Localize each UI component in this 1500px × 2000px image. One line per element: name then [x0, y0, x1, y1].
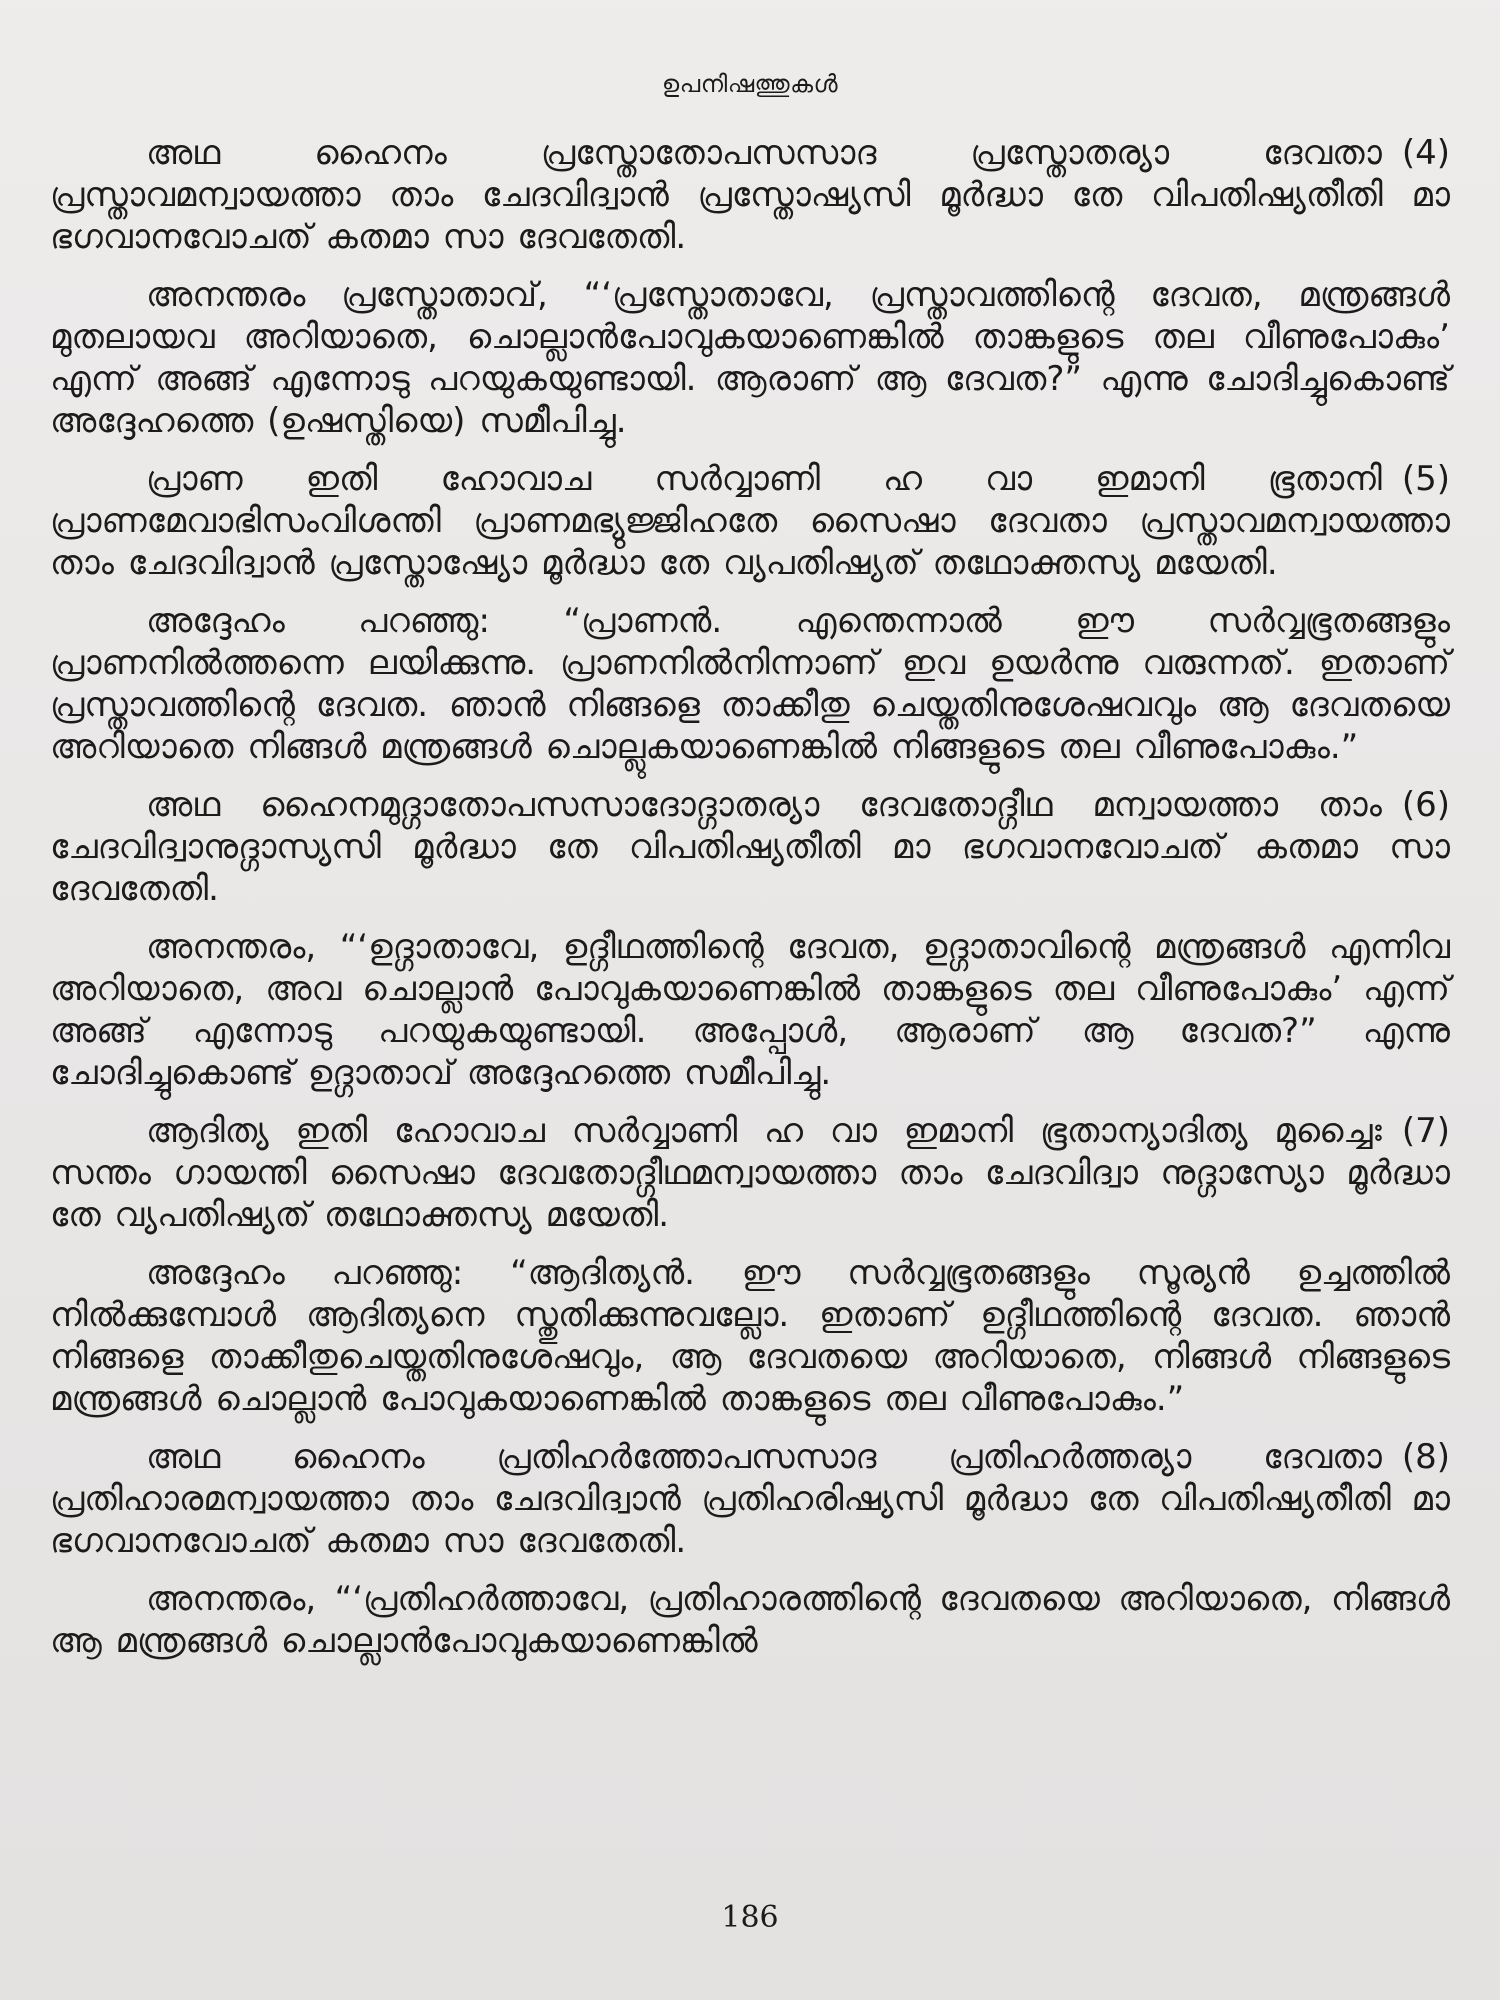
- body-text: [50, 132, 1450, 1678]
- paragraph-text: അദ്ദേഹം പറഞ്ഞു: “പ്രാണൻ. എന്തെന്നാൽ ഈ സർവ്വഭൂതങ്ങളും പ്രാണനിൽത്തന്നെ ലയിക്കുന്നു. പ്രാണനിൽനിന്നാണ് ഇവ ഉയർന്നു വരുന്നത്. ഇതാണ് പ്രസ്താവത്തിന്റെ ദേവത. ഞാൻ നിങ്ങളെ താക്കീതു ചെയ്തതിനുശേഷവവും ആ ദേവതയെ അറിയാതെ നിങ്ങൾ മന്ത്രങ്ങൾ ചൊല്ലുകയാണെങ്കിൽ നിങ്ങളുടെ തല വീണുപോകും.”: [50, 601, 1450, 767]
- paragraph-text: അഥ ഹൈനം പ്രസ്തോതോപസസാദ പ്രസ്തോതര്യാ ദേവതാ പ്രസ്താവമന്വായത്താ താം ചേദവിദ്വാൻ പ്രസ്തോഷ്യസി മൂർദ്ധാ തേ വിപതിഷ്യതീതി മാ ഭഗവാനവോചത് കതമാ സാ ദേവതേതി.: [50, 133, 1450, 257]
- verse-paragraph: [50, 1110, 1450, 1236]
- paragraph-text: അനന്തരം, “‘പ്രതിഹർത്താവേ, പ്രതിഹാരത്തിന്റെ ദേവതയെ അറിയാതെ, നിങ്ങൾ ആ മന്ത്രങ്ങൾ ചൊല്ലാൻപോവുകയാണെങ്കിൽ: [50, 1579, 1450, 1661]
- paragraph-text: അനന്തരം പ്രസ്തോതാവ്, “‘പ്രസ്തോതാവേ, പ്രസ്താവത്തിന്റെ ദേവത, മന്ത്രങ്ങൾ മുതലായവ അറിയാതെ, ചൊല്ലാൻപോവുകയാണെങ്കിൽ താങ്കളുടെ തല വീണുപോകും’ എന്ന് അങ്ങ് എന്നോടു പറയുകയുണ്ടായി. ആരാണ് ആ ദേവത?” എന്നു ചോദിച്ചുകൊണ്ട് അദ്ദേഹത്തെ (ഉഷസ്തിയെ) സമീപിച്ചു.: [50, 275, 1450, 441]
- running-head: ഉപനിഷത്തുകൾ: [661, 70, 839, 98]
- commentary-paragraph: [50, 1252, 1450, 1420]
- paragraph-text: അഥ ഹൈനമുദ്ഗാതോപസസാദോദ്ഗാതര്യാ ദേവതോദ്ഗീഥ മന്വായത്താ താം ചേദവിദ്വാനുദ്ഗാസ്യസി മൂർദ്ധാ തേ വിപതിഷ്യതീതി മാ ഭഗവാനവോചത് കതമാ സാ ദേവതേതി.: [50, 785, 1450, 909]
- commentary-paragraph: [50, 926, 1450, 1094]
- commentary-paragraph: [50, 1578, 1450, 1662]
- page-number: 186: [721, 1900, 779, 1935]
- commentary-paragraph: [50, 600, 1450, 768]
- commentary-paragraph: [50, 274, 1450, 442]
- verse-number: (4): [1401, 133, 1450, 173]
- paragraph-text: അദ്ദേഹം പറഞ്ഞു: “ആദിത്യൻ. ഈ സർവ്വഭൂതങ്ങളും സൂര്യൻ ഉച്ചത്തിൽ നിൽക്കുമ്പോൾ ആദിത്യനെ സ്തുതിക്കുന്നുവല്ലോ. ഇതാണ് ഉദ്ഗീഥത്തിന്റെ ദേവത. ഞാൻ നിങ്ങളെ താക്കീതുചെയ്തതിനുശേഷവും, ആ ദേവതയെ അറിയാതെ, നിങ്ങൾ നിങ്ങളുടെ മന്ത്രങ്ങൾ ചൊല്ലാൻ പോവുകയാണെങ്കിൽ താങ്കളുടെ തല വീണുപോകും.”: [50, 1253, 1450, 1419]
- verse-paragraph: [50, 458, 1450, 584]
- verse-number: (5): [1401, 459, 1450, 499]
- verse-paragraph: [50, 784, 1450, 910]
- verse-paragraph: [50, 1436, 1450, 1562]
- paragraph-text: അഥ ഹൈനം പ്രതിഹർത്തോപസസാദ പ്രതിഹർത്തര്യാ ദേവതാ പ്രതിഹാരമന്വായത്താ താം ചേദവിദ്വാൻ പ്രതിഹരിഷ്യസി മൂർദ്ധാ തേ വിപതിഷ്യതീതി മാ ഭഗവാനവോചത് കതമാ സാ ദേവതേതി.: [50, 1437, 1450, 1561]
- paragraph-text: പ്രാണ ഇതി ഹോവാച സർവ്വാണി ഹ വാ ഇമാനി ഭൂതാനി പ്രാണമേവാഭിസംവിശന്തി പ്രാണമഭ്യുജ്ജിഹതേ സൈഷാ ദേവതാ പ്രസ്താവമന്വായത്താ താം ചേദവിദ്വാൻ പ്രസ്തോഷ്യോ മൂർദ്ധാ തേ വ്യപതിഷ്യത് തഥോക്തസ്യ മയേതി.: [50, 459, 1450, 583]
- paragraph-text: ആദിത്യ ഇതി ഹോവാച സർവ്വാണി ഹ വാ ഇമാനി ഭൂതാന്യാദിത്യ മുച്ചൈഃ സന്തം ഗായന്തി സൈഷാ ദേവതോദ്ഗീഥമന്വായത്താ താം ചേദവിദ്വാ നുദ്ഗാസ്യോ മൂർദ്ധാ തേ വ്യപതിഷ്യത് തഥോക്തസ്യ മയേതി.: [50, 1111, 1450, 1235]
- paragraph-text: അനന്തരം, “‘ഉദ്ഗാതാവേ, ഉദ്ഗീഥത്തിന്റെ ദേവത, ഉദ്ഗാതാവിന്റെ മന്ത്രങ്ങൾ എന്നിവ അറിയാതെ, അവ ചൊല്ലാൻ പോവുകയാണെങ്കിൽ താങ്കളുടെ തല വീണുപോകും’ എന്ന് അങ്ങ് എന്നോടു പറയുകയുണ്ടായി. അപ്പോൾ, ആരാണ് ആ ദേവത?” എന്നു ചോദിച്ചുകൊണ്ട് ഉദ്ഗാതാവ് അദ്ദേഹത്തെ സമീപിച്ചു.: [50, 927, 1450, 1093]
- verse-number: (7): [1401, 1111, 1450, 1151]
- verse-paragraph: [50, 132, 1450, 258]
- verse-number: (8): [1401, 1437, 1450, 1477]
- verse-number: (6): [1401, 785, 1450, 825]
